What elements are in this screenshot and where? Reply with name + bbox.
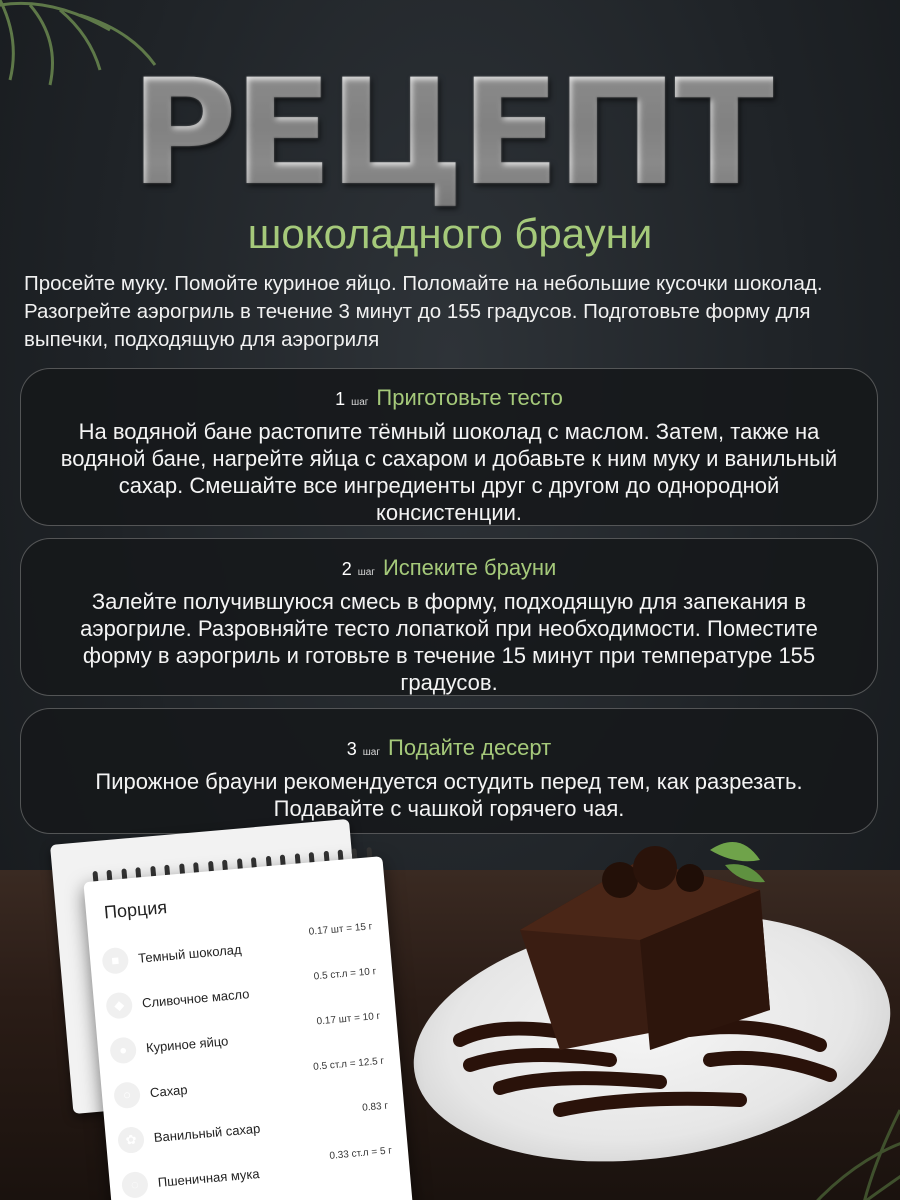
step-number: 1 (335, 389, 346, 409)
ingredient-name: Темный шоколад (137, 941, 243, 966)
ingredient-name: Сливочное масло (141, 986, 250, 1011)
step-label: шаг (351, 397, 369, 408)
ingredient-name: Пшеничная мука (157, 1166, 261, 1190)
notepad-page (83, 856, 413, 1200)
egg-icon: ● (109, 1036, 137, 1064)
ingredient-amount: 0.5 ст.л = 10 г (313, 966, 377, 983)
step-card-3 (20, 708, 878, 834)
ingredient-name: Куриное яйцо (145, 1033, 229, 1056)
leaves-decoration (710, 1020, 900, 1200)
ingredient-name: Ванильный сахар (153, 1120, 261, 1146)
step-label: шаг (357, 567, 375, 578)
ingredient-amount: 0.83 г (361, 1100, 389, 1114)
flour-icon: ◌ (121, 1170, 149, 1198)
ingredient-list (100, 915, 402, 1200)
chocolate-icon: ■ (101, 946, 129, 974)
portion-title: Порция (103, 897, 168, 923)
step-label: шаг (362, 747, 380, 758)
page-subtitle: шоколадного брауни (247, 210, 653, 257)
ingredient-name: Сахар (149, 1081, 189, 1101)
step-title: Испеките брауни (382, 555, 557, 580)
step-title: Подайте десерт (388, 735, 552, 760)
page-title: РЕЦЕПТ (0, 58, 900, 208)
intro-text: Просейте муку. Помойте куриное яйцо. Поломайте на небольшие кусочки шоколад. Разогрейте аэрогриль в течение 3 минут до 155 градусов. Подготовьте форму для выпечки, подходящую для аэрогриля (24, 272, 823, 351)
step-number: 2 (341, 559, 352, 579)
ingredient-amount: 0.33 ст.л = 5 г (328, 1145, 393, 1162)
step-card-2 (20, 538, 878, 696)
ingredient-amount: 0.5 ст.л = 12.5 г (312, 1055, 385, 1073)
step-text: Залейте получившуюся смесь в форму, подходящую для запекания в аэрогриле. Разровняйте тесто лопаткой при необходимости. Поместите форму в аэрогриль и готовьте в течение 15 минут при температуре 155 градусов. (80, 589, 818, 695)
ingredient-amount: 0.17 шт = 10 г (316, 1010, 381, 1028)
ingredient-amount: 0.17 шт = 15 г (308, 921, 373, 938)
step-title: Приготовьте тесто (376, 385, 563, 410)
step-text: Пирожное брауни рекомендуется остудить перед тем, как разрезать. Подавайте с чашкой горячего чая. (95, 769, 803, 821)
step-number: 3 (346, 739, 357, 759)
sugar-icon: ○ (113, 1081, 141, 1109)
step-card-1 (20, 368, 878, 526)
vanilla-icon: ✿ (117, 1125, 145, 1153)
portion-notepad (50, 814, 434, 1200)
step-text: На водяной бане растопите тёмный шоколад с маслом. Затем, также на водяной бане, нагрейте яйца с сахаром и добавьте к ним муку и ванильный сахар. Смешайте все ингредиенты друг с другом до однородной консистенции. (60, 419, 838, 525)
butter-icon: ◆ (105, 991, 133, 1019)
